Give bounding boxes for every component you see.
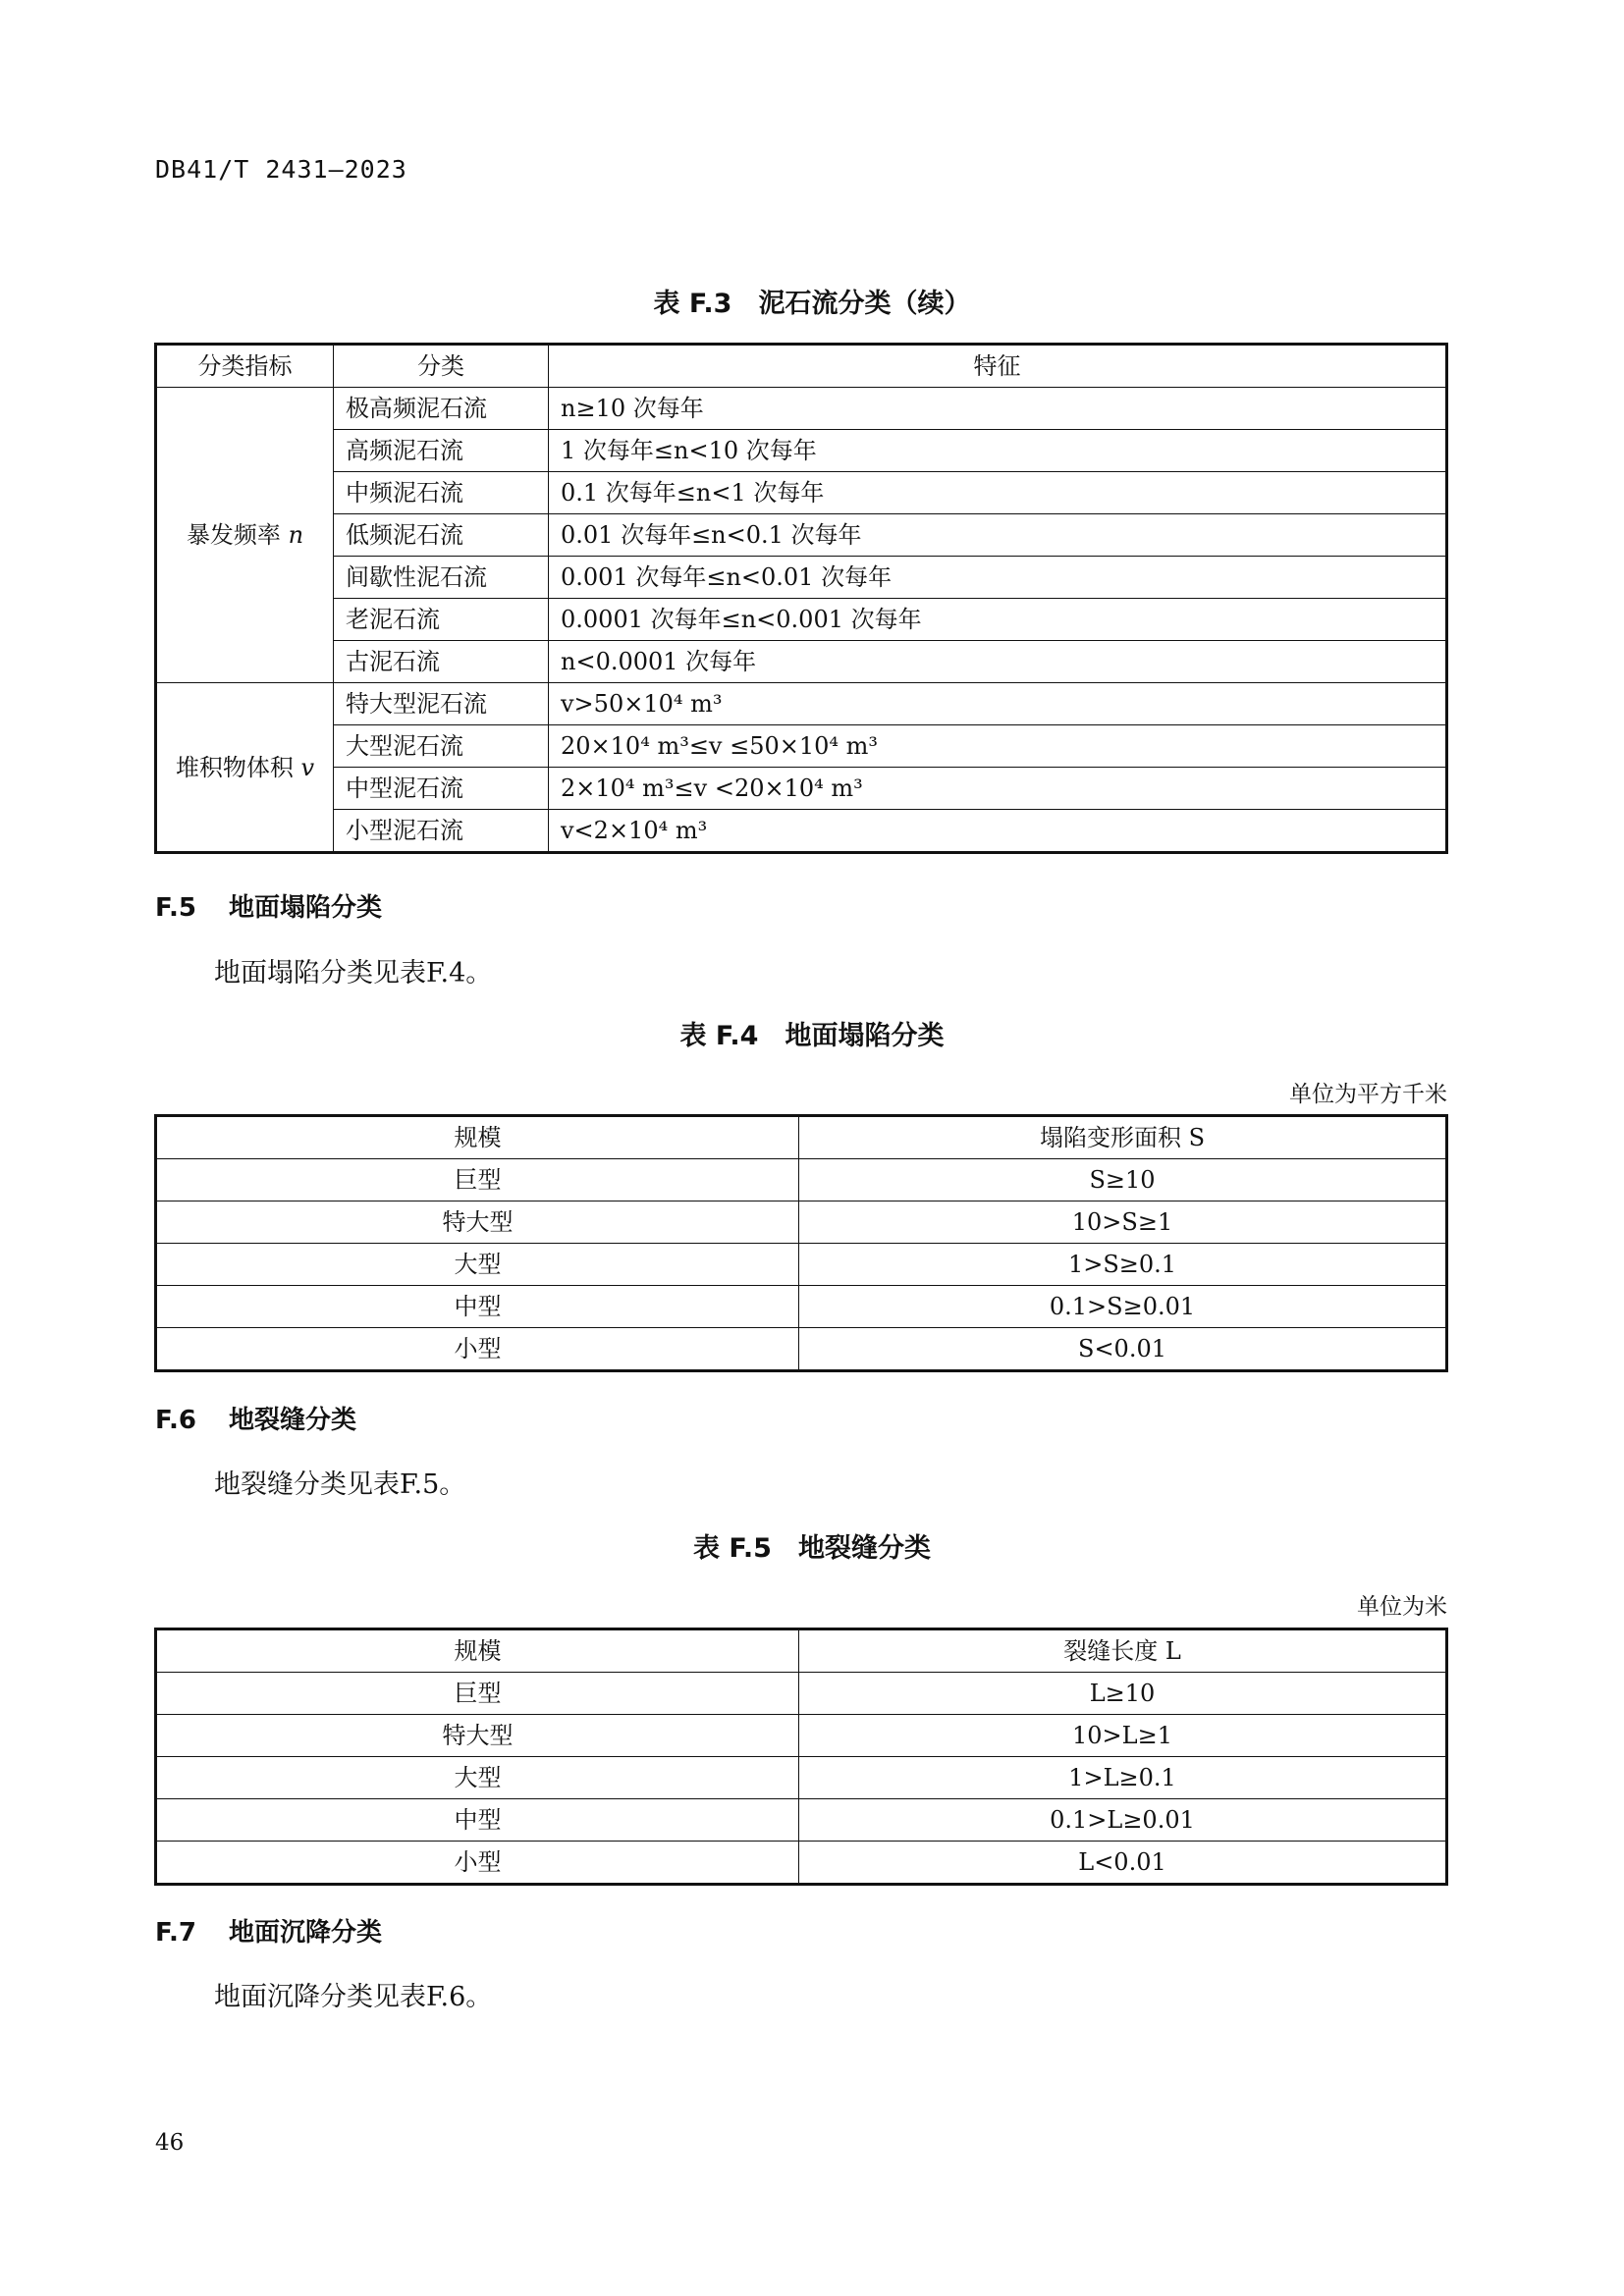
feature-cell: 2×10⁴ m³≤v <20×10⁴ m³ xyxy=(549,768,1447,810)
table-f5-unit: 单位为米 xyxy=(1357,1594,1447,1620)
scale-cell: 特大型 xyxy=(156,1201,799,1244)
table-row xyxy=(156,1328,1447,1371)
section-f5-paragraph: 地面塌陷分类见表F.4。 xyxy=(214,958,493,988)
class-cell: 中型泥石流 xyxy=(334,768,549,810)
section-f5-heading xyxy=(155,887,382,924)
class-cell: 中频泥石流 xyxy=(334,472,549,514)
value-cell: S<0.01 xyxy=(799,1328,1447,1371)
table-f4-unit: 单位为平方千米 xyxy=(1289,1082,1447,1107)
section-title: 地面塌陷分类 xyxy=(229,893,383,923)
group-volume-var: v xyxy=(300,753,315,781)
class-cell: 老泥石流 xyxy=(334,599,549,641)
table-row xyxy=(156,1799,1447,1842)
value-cell: 10>S≥1 xyxy=(799,1201,1447,1244)
feature-cell: 20×10⁴ m³≤v ≤50×10⁴ m³ xyxy=(549,725,1447,768)
col-header-indicator: 分类指标 xyxy=(156,345,334,388)
table-row xyxy=(156,1842,1447,1885)
table-row xyxy=(156,1673,1447,1715)
table-row xyxy=(156,810,1447,853)
section-f6-heading xyxy=(155,1400,356,1436)
class-cell: 间歇性泥石流 xyxy=(334,557,549,599)
col-header-class: 分类 xyxy=(334,345,549,388)
table-row xyxy=(156,641,1447,683)
section-title: 地面沉降分类 xyxy=(229,1918,383,1948)
table-f4-caption: 表 F.4 地面塌陷分类 xyxy=(679,1021,945,1051)
value-cell: L<0.01 xyxy=(799,1842,1447,1885)
scale-cell: 小型 xyxy=(156,1842,799,1885)
value-cell: L≥10 xyxy=(799,1673,1447,1715)
table-row xyxy=(156,768,1447,810)
table-row xyxy=(156,1715,1447,1757)
class-cell: 特大型泥石流 xyxy=(334,683,549,725)
table-f5-caption: 表 F.5 地裂缝分类 xyxy=(693,1533,931,1564)
feature-cell: 0.01 次每年≤n<0.1 次每年 xyxy=(549,514,1447,557)
section-number: F.6 xyxy=(155,1406,196,1435)
col-header-length: 裂缝长度 L xyxy=(799,1629,1447,1673)
table-f5 xyxy=(154,1628,1448,1886)
table-row xyxy=(156,1244,1447,1286)
value-cell: 0.1>S≥0.01 xyxy=(799,1286,1447,1328)
table-row xyxy=(156,599,1447,641)
group-volume-cell xyxy=(156,683,334,853)
feature-cell: 0.1 次每年≤n<1 次每年 xyxy=(549,472,1447,514)
feature-cell: n<0.0001 次每年 xyxy=(549,641,1447,683)
class-cell: 高频泥石流 xyxy=(334,430,549,472)
scale-cell: 大型 xyxy=(156,1244,799,1286)
section-number: F.7 xyxy=(155,1918,196,1948)
table-header-row xyxy=(156,1629,1447,1673)
col-header-feature: 特征 xyxy=(549,345,1447,388)
value-cell: 10>L≥1 xyxy=(799,1715,1447,1757)
col-header-area: 塌陷变形面积 S xyxy=(799,1116,1447,1159)
scale-cell: 巨型 xyxy=(156,1159,799,1201)
class-cell: 低频泥石流 xyxy=(334,514,549,557)
table-row xyxy=(156,430,1447,472)
value-cell: S≥10 xyxy=(799,1159,1447,1201)
col-header-scale: 规模 xyxy=(156,1116,799,1159)
scale-cell: 大型 xyxy=(156,1757,799,1799)
feature-cell: 0.001 次每年≤n<0.01 次每年 xyxy=(549,557,1447,599)
group-frequency-label: 暴发频率 xyxy=(186,521,281,549)
col-header-scale: 规模 xyxy=(156,1629,799,1673)
scale-cell: 巨型 xyxy=(156,1673,799,1715)
feature-cell: 0.0001 次每年≤n<0.001 次每年 xyxy=(549,599,1447,641)
section-number: F.5 xyxy=(155,893,196,923)
group-volume-label: 堆积物体积 xyxy=(175,753,294,781)
page-number: 46 xyxy=(155,2130,185,2156)
group-frequency-cell xyxy=(156,388,334,683)
table-row xyxy=(156,683,1447,725)
table-row xyxy=(156,472,1447,514)
section-title: 地裂缝分类 xyxy=(229,1406,357,1435)
document-code-header: DB41/T 2431—2023 xyxy=(155,155,407,184)
table-row xyxy=(156,388,1447,430)
table-f3-caption: 表 F.3 泥石流分类（续） xyxy=(653,289,971,319)
table-f3 xyxy=(154,343,1448,854)
table-row xyxy=(156,1159,1447,1201)
table-row xyxy=(156,1757,1447,1799)
scale-cell: 中型 xyxy=(156,1799,799,1842)
class-cell: 小型泥石流 xyxy=(334,810,549,853)
feature-cell: 1 次每年≤n<10 次每年 xyxy=(549,430,1447,472)
table-row xyxy=(156,557,1447,599)
scale-cell: 特大型 xyxy=(156,1715,799,1757)
scale-cell: 小型 xyxy=(156,1328,799,1371)
value-cell: 1>L≥0.1 xyxy=(799,1757,1447,1799)
group-frequency-var: n xyxy=(288,521,304,549)
value-cell: 0.1>L≥0.01 xyxy=(799,1799,1447,1842)
section-f7-paragraph: 地面沉降分类见表F.6。 xyxy=(214,1982,493,2012)
table-f4 xyxy=(154,1114,1448,1372)
feature-cell: n≥10 次每年 xyxy=(549,388,1447,430)
table-row xyxy=(156,1286,1447,1328)
section-f6-paragraph: 地裂缝分类见表F.5。 xyxy=(214,1469,466,1500)
table-row xyxy=(156,725,1447,768)
feature-cell: v>50×10⁴ m³ xyxy=(549,683,1447,725)
scale-cell: 中型 xyxy=(156,1286,799,1328)
section-f7-heading xyxy=(155,1912,382,1949)
feature-cell: v<2×10⁴ m³ xyxy=(549,810,1447,853)
table-header-row xyxy=(156,1116,1447,1159)
table-header-row xyxy=(156,345,1447,388)
table-row xyxy=(156,514,1447,557)
table-row xyxy=(156,1201,1447,1244)
class-cell: 大型泥石流 xyxy=(334,725,549,768)
value-cell: 1>S≥0.1 xyxy=(799,1244,1447,1286)
class-cell: 极高频泥石流 xyxy=(334,388,549,430)
class-cell: 古泥石流 xyxy=(334,641,549,683)
